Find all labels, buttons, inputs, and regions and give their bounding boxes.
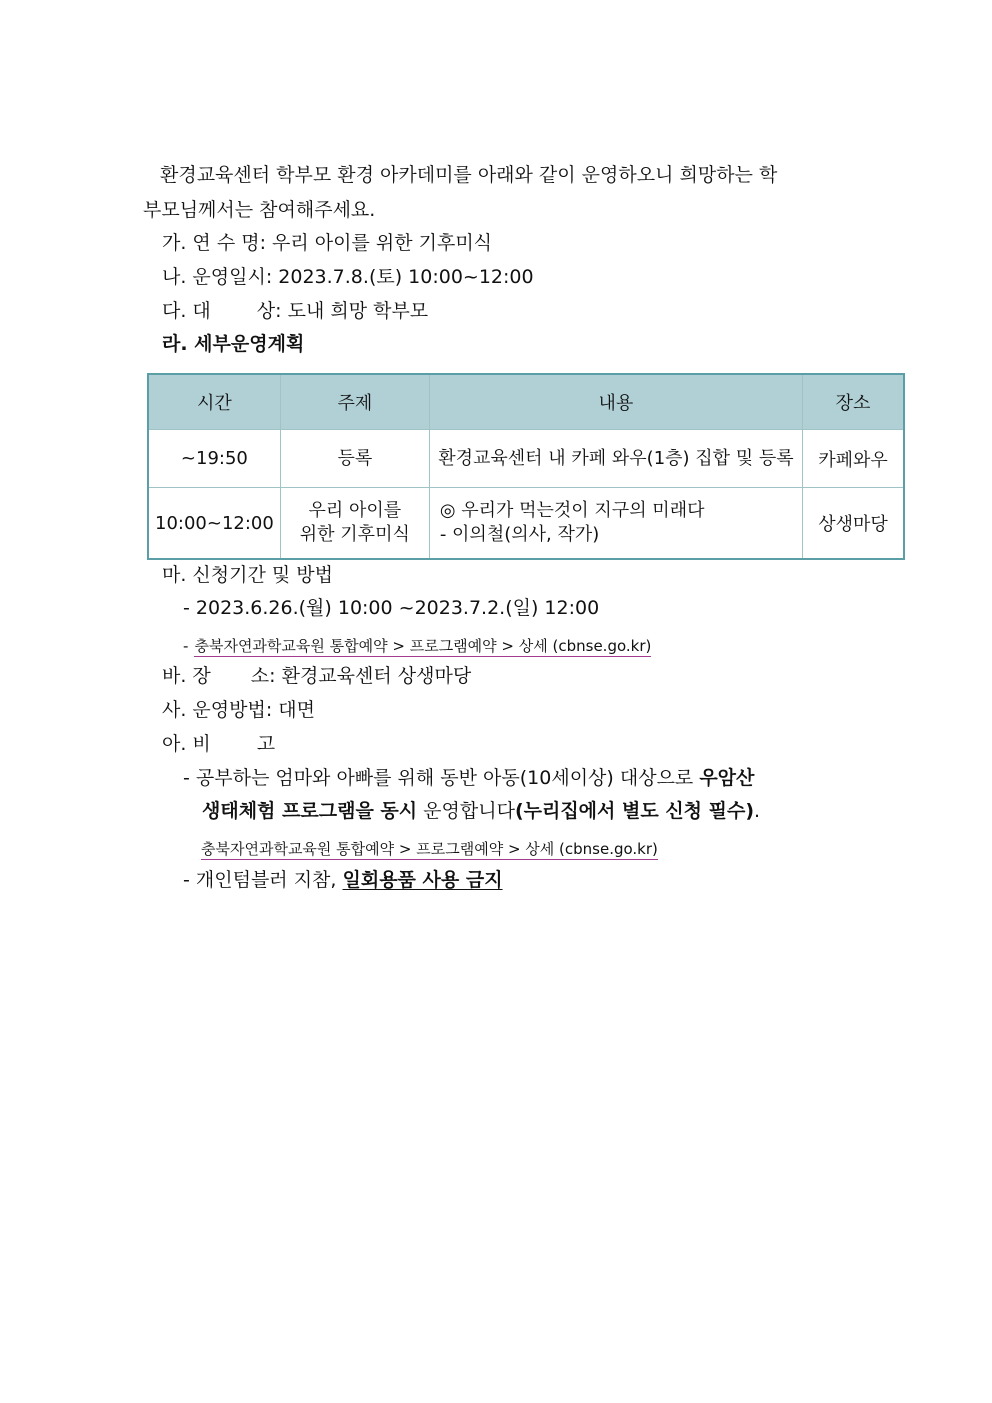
item-remarks [162, 731, 275, 757]
remark-link-line [201, 835, 658, 861]
table-row [148, 430, 904, 488]
item-place-value: 소: 환경교육센터 상생마당 [250, 665, 472, 687]
remark-note-1 [183, 765, 754, 791]
schedule-table [147, 373, 905, 560]
item-schedule: 나. 운영일시: 2023.7.8.(토) 10:00~12:00 [162, 266, 534, 288]
cell-time: ~19:50 [148, 430, 280, 488]
cell-topic-line: 위한 기후미식 [299, 524, 410, 545]
cell-place: 상생마당 [803, 488, 904, 560]
item-remarks-label: 아. 비 [162, 733, 211, 755]
remark-note-2-bold-end: (누리집에서 별도 신청 필수) [514, 800, 755, 822]
cell-content-line: ◎ 우리가 먹는것이 지구의 미래다 [439, 500, 705, 521]
apply-link-line [183, 632, 651, 659]
header-topic: 주제 [280, 374, 429, 430]
apply-heading: 마. 신청기간 및 방법 [162, 564, 333, 586]
remark-note-2-bold: 생태체험 프로그램을 동시 [202, 800, 418, 822]
remark-note-3-bold: 일회용품 사용 금지 [342, 869, 503, 891]
apply-link-dash: - [183, 637, 189, 655]
cell-topic-line: 우리 아이를 [308, 500, 402, 521]
apply-period: - 2023.6.26.(월) 10:00 ~2023.7.2.(일) 12:00 [183, 597, 600, 619]
cell-content [429, 430, 802, 488]
remark-reservation-link[interactable]: 충북자연과학교육원 통합예약 > 프로그램예약 > 상세 (cbnse.go.kr) [201, 840, 658, 858]
remark-note-3-text: - 개인텀블러 지참, [183, 869, 343, 891]
cell-topic [280, 488, 429, 560]
cell-content-line: 환경교육센터 내 카페 와우(1층) 집합 및 등록 [438, 447, 794, 469]
item-detail-plan: 라. 세부운영계획 [162, 333, 305, 355]
intro-line-2: 부모님께서는 참여해주세요. [143, 199, 376, 221]
remark-note-1-bold: 우암산 [699, 767, 755, 789]
item-target-label: 다. 대 [162, 300, 211, 322]
remark-note-1-text: - 공부하는 엄마와 아빠를 위해 동반 아동(10세이상) 대상으로 [183, 767, 700, 789]
cell-content [429, 488, 802, 560]
item-remarks-label-end: 고 [256, 733, 276, 755]
cell-place: 카페와우 [803, 430, 904, 488]
cell-time: 10:00~12:00 [148, 488, 280, 560]
remark-note-3 [183, 867, 503, 893]
remark-note-2-period: . [754, 800, 761, 822]
header-place: 장소 [803, 374, 904, 430]
cell-topic [280, 430, 429, 488]
table-row [148, 488, 904, 560]
header-content: 내용 [429, 374, 802, 430]
apply-reservation-link[interactable]: 충북자연과학교육원 통합예약 > 프로그램예약 > 상세 (cbnse.go.kr) [194, 637, 652, 655]
item-method: 사. 운영방법: 대면 [162, 699, 315, 721]
cell-topic-line: 등록 [337, 447, 373, 469]
cell-content-line: - 이의철(의사, 작가) [439, 524, 600, 545]
intro-line-1: 환경교육센터 학부모 환경 아카데미를 아래와 같이 운영하오니 희망하는 학 [160, 164, 778, 186]
item-course-name: 가. 연 수 명: 우리 아이를 위한 기후미식 [162, 232, 493, 254]
item-target [162, 298, 428, 324]
remark-note-2-text: 운영합니다 [417, 800, 515, 822]
remark-note-2 [202, 798, 760, 824]
header-time: 시간 [148, 374, 280, 430]
item-place [162, 663, 471, 689]
item-place-label: 바. 장 [162, 665, 211, 687]
table-header-row [148, 374, 904, 430]
item-target-value: 상: 도내 희망 학부모 [256, 300, 429, 322]
